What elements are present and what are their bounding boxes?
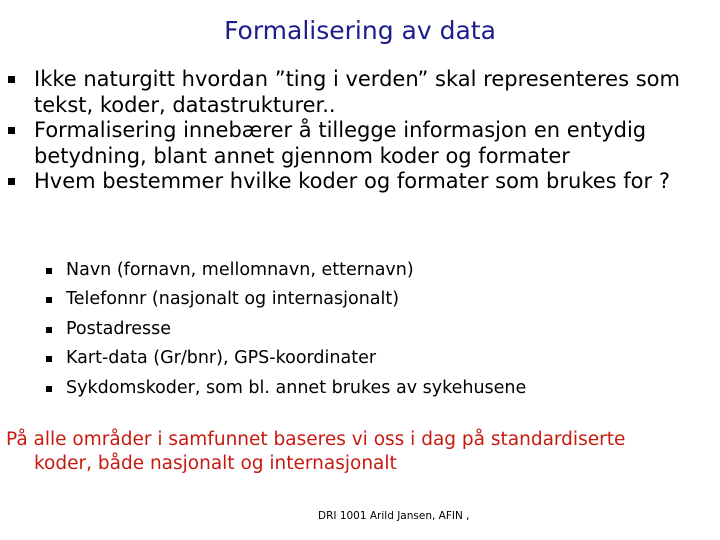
bullet-text: Formalisering innebærer å tillegge informasjon en entydig betydning, blant annet gjennom koder og formater xyxy=(34,118,647,168)
square-bullet-icon xyxy=(8,127,15,134)
sub-bullet-text: Navn (fornavn, mellomnavn, etternavn) xyxy=(66,260,414,280)
sub-bullet-item xyxy=(58,344,698,373)
square-bullet-icon xyxy=(46,386,52,392)
main-bullet-list xyxy=(8,67,708,195)
conclusion-line-1: På alle områder i samfunnet baseres vi oss i dag på standardiserte xyxy=(6,429,626,450)
bullet-text: Ikke naturgitt hvordan ”ting i verden” skal representeres som tekst, koder, datastrukturer.. xyxy=(34,67,680,117)
square-bullet-icon xyxy=(46,327,52,333)
sub-bullet-list xyxy=(58,256,698,403)
bullet-item xyxy=(8,118,708,169)
square-bullet-icon xyxy=(8,76,15,83)
square-bullet-icon xyxy=(46,297,52,303)
sub-bullet-text: Sykdomskoder, som bl. annet brukes av sykehusene xyxy=(66,377,527,398)
sub-bullet-item xyxy=(58,374,698,403)
sub-bullet-text: Telefonnr (nasjonalt og internasjonalt) xyxy=(66,289,400,310)
sub-bullet-item xyxy=(58,315,698,344)
conclusion-text xyxy=(6,428,706,476)
square-bullet-icon xyxy=(8,178,15,185)
conclusion-line-2: koder, både nasjonalt og internasjonalt xyxy=(34,453,397,474)
bullet-item xyxy=(8,169,708,195)
square-bullet-icon xyxy=(46,356,52,362)
bullet-text: Hvem bestemmer hvilke koder og formater som brukes for ? xyxy=(34,169,670,193)
sub-bullet-item xyxy=(58,285,698,314)
slide-footer: DRI 1001 Arild Jansen, AFIN , xyxy=(318,510,470,522)
bullet-item xyxy=(8,67,708,118)
slide-title: Formalisering av data xyxy=(224,16,496,45)
sub-bullet-text: Kart-data (Gr/bnr), GPS-koordinater xyxy=(66,348,377,369)
sub-bullet-text: Postadresse xyxy=(66,318,172,339)
sub-bullet-item xyxy=(58,256,698,285)
square-bullet-icon xyxy=(46,268,52,274)
